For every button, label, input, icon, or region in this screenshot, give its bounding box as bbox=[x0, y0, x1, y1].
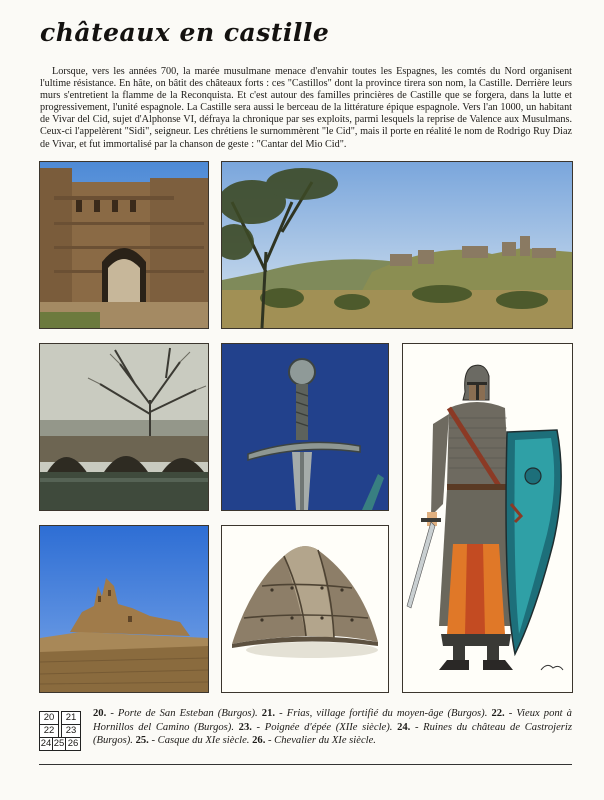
intro-text-block bbox=[40, 66, 572, 151]
photo-porte-san-esteban bbox=[39, 161, 209, 329]
sword-hilt-photo-icon bbox=[222, 344, 388, 510]
figure-number-23: 23 bbox=[61, 724, 81, 738]
caption-number: 20. bbox=[93, 708, 107, 719]
caption-number: 26. bbox=[252, 735, 266, 747]
figure-number-22: 22 bbox=[39, 724, 59, 738]
photo-old-bridge bbox=[39, 343, 209, 511]
bottom-divider bbox=[39, 764, 572, 765]
castle-ruins-photo-icon bbox=[40, 526, 208, 692]
caption-text: - Ruines du château de Castrojeriz (Burgos). bbox=[93, 721, 572, 747]
caption-text: - Vieux pont à Hornillos del Camino (Burgos). bbox=[93, 708, 572, 733]
photo-sword-hilt bbox=[221, 343, 389, 511]
caption-text: - Poignée d'épée (XIIe siècle). bbox=[251, 721, 398, 733]
figure-number-25: 25 bbox=[53, 738, 65, 749]
caption-number: 23. bbox=[238, 721, 252, 733]
helmet-photo-icon bbox=[222, 526, 388, 692]
caption-number: 22. bbox=[491, 708, 505, 719]
caption-text: - Frias, village fortifié du moyen-âge (Burgos). bbox=[275, 708, 492, 719]
caption-text: - Casque du XIe siècle. bbox=[148, 735, 253, 747]
figure-captions bbox=[93, 707, 572, 748]
intro-paragraph: Lorsque, vers les années 700, la marée musulmane menace d'envahir toutes les Espagnes, les comtés du Nord organisent l'ultime résistance. En hâte, on bâtit des châteaux forts : ces "Castillos" dont la province tirera son nom, la Castille. Derrière leurs murs s'entretient la flamme de la Reconquista. Et c'est autour des familles princières de Castille que se forgera, dans la lutte et progressivement, l'unité espagnole. La Castille sera aussi le berceau de la littérature épique espagnole. Vers l'an 1000, un habitant de Vivar del Cid, sujet d'Alphonse VI, défraya la chronique par ses exploits, parmi lesquels la reprise de Valence aux Musulmans. Ceux-ci l'appelèrent "Sidi", seigneur. Les chrétiens le surnommèrent "le Cid", mais il porte en réalité le nom de Rodrigo Ruy Diaz de Vivar, et fut immortalisé par la chanson de geste : "Cantar del Mio Cid". bbox=[40, 66, 572, 150]
city-gate-photo-icon bbox=[40, 162, 208, 328]
knight-illustration-icon bbox=[403, 344, 572, 692]
figure-number-24: 24 bbox=[40, 738, 52, 749]
photo-frias-village bbox=[221, 161, 573, 329]
caption-number: 25. bbox=[135, 735, 149, 747]
photo-knight-illustration bbox=[402, 343, 573, 693]
fortified-village-photo-icon bbox=[222, 162, 572, 328]
caption-number: 24. bbox=[397, 721, 411, 733]
caption-text: - Chevalier du XIe siècle. bbox=[265, 735, 376, 747]
caption-text: - Porte de San Esteban (Burgos). bbox=[106, 708, 262, 719]
figure-number-20: 20 bbox=[39, 711, 59, 725]
figure-number-key bbox=[39, 711, 81, 751]
figure-number-26: 26 bbox=[65, 737, 81, 751]
page-title: châteaux en castille bbox=[40, 18, 330, 47]
photo-helmet bbox=[221, 525, 389, 693]
caption-number: 21. bbox=[261, 708, 276, 719]
photo-castrojeriz-ruins bbox=[39, 525, 209, 693]
old-bridge-photo-icon bbox=[40, 344, 208, 510]
figure-number-21: 21 bbox=[61, 711, 81, 725]
